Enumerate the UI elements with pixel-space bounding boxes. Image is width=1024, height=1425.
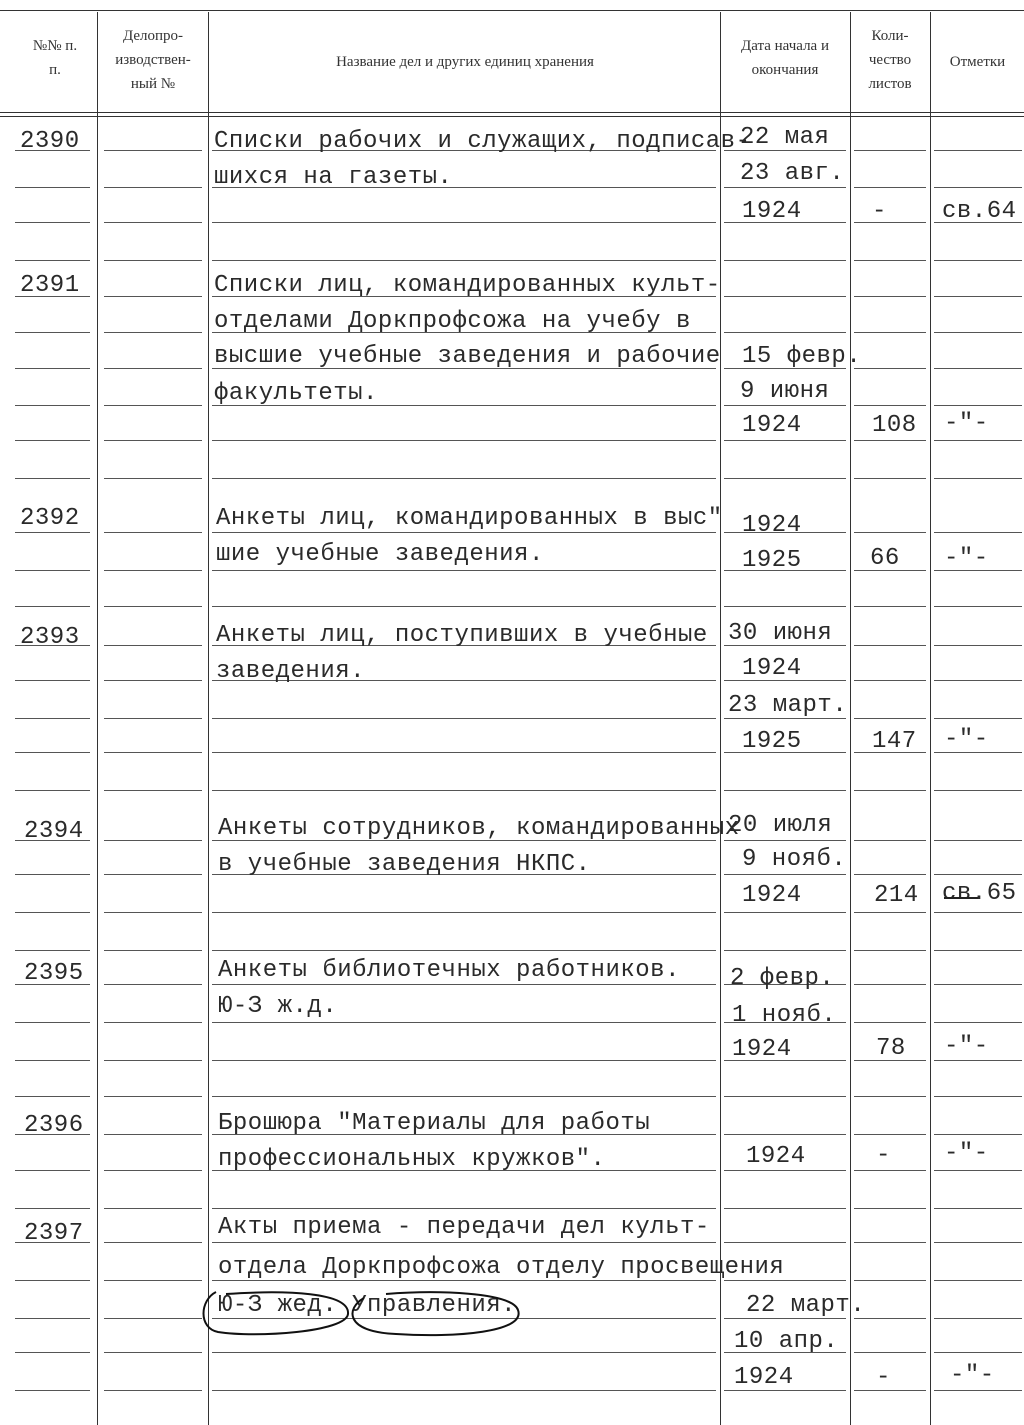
record-date: 22 март.: [746, 1292, 866, 1319]
ruled-line-segment: [854, 1242, 926, 1243]
ruled-line-segment: [934, 1208, 1022, 1209]
ruled-line-segment: [15, 222, 90, 223]
ruled-line-segment: [854, 478, 926, 479]
record-date: 9 июня: [740, 378, 830, 405]
column-divider: [930, 12, 931, 1425]
ruled-line-segment: [104, 680, 202, 681]
ruled-line-segment: [212, 260, 716, 261]
record-notes: -"-: [944, 410, 989, 437]
record-date: 1925: [742, 728, 802, 755]
ruled-line-segment: [934, 1280, 1022, 1281]
ruled-line-segment: [854, 405, 926, 406]
ruled-line-segment: [854, 368, 926, 369]
header-number: №№ п. п.: [32, 38, 78, 78]
ruled-line-segment: [854, 1352, 926, 1353]
ruled-line-segment: [104, 606, 202, 607]
ruled-line-segment: [934, 1352, 1022, 1353]
ruled-line-segment: [104, 1352, 202, 1353]
record-title-line: Списки рабочих и служащих, подписав-: [214, 128, 751, 155]
ruled-line-segment: [15, 405, 90, 406]
record-title-line: факультеты.: [214, 380, 378, 407]
ruled-line-segment: [104, 950, 202, 951]
ruled-line-segment: [104, 478, 202, 479]
record-title-line: профессиональных кружков".: [218, 1146, 606, 1173]
ruled-line-segment: [104, 1318, 202, 1319]
record-sheets: -: [872, 198, 887, 225]
ruled-line-segment: [854, 645, 926, 646]
ruled-line-segment: [15, 1318, 90, 1319]
record-number: 2390: [20, 128, 80, 155]
record-title-line: в учебные заведения НКПС.: [218, 851, 591, 878]
ruled-line-segment: [104, 790, 202, 791]
record-date: 1925: [742, 547, 802, 574]
circle-mark-left: [204, 1292, 349, 1334]
record-title-line: Анкеты лиц, поступивших в учебные: [216, 622, 708, 649]
ruled-line-segment: [15, 570, 90, 571]
ruled-line-segment: [15, 260, 90, 261]
ruled-line-segment: [15, 950, 90, 951]
record-sheets: 66: [870, 545, 900, 572]
record-notes: -"-: [944, 726, 989, 753]
ruled-line-segment: [724, 840, 846, 841]
ruled-line-segment: [934, 405, 1022, 406]
ruled-line-segment: [854, 1280, 926, 1281]
ruled-line-segment: [212, 1096, 716, 1097]
ruled-line-segment: [212, 718, 716, 719]
ruled-line-segment: [934, 1096, 1022, 1097]
handwritten-circle-annotation: [196, 1280, 536, 1340]
ruled-line-segment: [104, 187, 202, 188]
ruled-line-segment: [104, 1242, 202, 1243]
ruled-line-segment: [724, 478, 846, 479]
record-date: 1924: [746, 1143, 806, 1170]
ruled-line-segment: [104, 645, 202, 646]
ruled-line-segment: [934, 680, 1022, 681]
ruled-line-segment: [212, 1242, 716, 1243]
ruled-line-segment: [934, 984, 1022, 985]
record-sheets: 78: [876, 1035, 906, 1062]
ruled-line-segment: [724, 1208, 846, 1209]
header-dates: Дата начала и окончания: [741, 38, 829, 78]
ruled-line-segment: [854, 150, 926, 151]
ruled-line-segment: [724, 332, 846, 333]
ruled-line-segment: [15, 532, 90, 533]
ruled-line-segment: [212, 1022, 716, 1023]
record-notes: -"-: [944, 1033, 989, 1060]
record-number: 2391: [20, 272, 80, 299]
ruled-line-segment: [104, 1280, 202, 1281]
ruled-line-segment: [104, 332, 202, 333]
ruled-line-segment: [104, 296, 202, 297]
record-number: 2395: [24, 960, 84, 987]
header-title: Название дел и других единиц хранения: [336, 54, 594, 70]
record-date: 30 июня: [728, 620, 833, 647]
header-double-rule: [0, 116, 1024, 117]
ruled-line-segment: [104, 1208, 202, 1209]
ruled-line-segment: [854, 790, 926, 791]
ruled-line-segment: [15, 752, 90, 753]
record-sheets: 147: [872, 728, 917, 755]
ruled-line-segment: [212, 222, 716, 223]
ruled-line-segment: [854, 874, 926, 875]
ruled-line-segment: [934, 1060, 1022, 1061]
ruled-line-segment: [212, 1060, 716, 1061]
ruled-line-segment: [15, 912, 90, 913]
ruled-line-segment: [15, 332, 90, 333]
ruled-line-segment: [104, 1170, 202, 1171]
ruled-line-segment: [724, 440, 846, 441]
ruled-line-segment: [934, 606, 1022, 607]
ruled-line-segment: [15, 187, 90, 188]
record-date: 20 июля: [728, 812, 833, 839]
ruled-line-segment: [724, 260, 846, 261]
ruled-line-segment: [934, 368, 1022, 369]
record-number: 2394: [24, 818, 84, 845]
record-notes: св.64: [942, 198, 1017, 225]
record-date: 1924: [734, 1364, 794, 1391]
ruled-line-segment: [15, 1022, 90, 1023]
ruled-line-segment: [934, 150, 1022, 151]
record-date: 23 март.: [728, 692, 848, 719]
record-title-line: шихся на газеты.: [214, 164, 453, 191]
ruled-line-segment: [724, 912, 846, 913]
ruled-line-segment: [854, 187, 926, 188]
ruled-line-segment: [104, 718, 202, 719]
ruled-line-segment: [854, 1170, 926, 1171]
ruled-line-segment: [104, 532, 202, 533]
strike-mark: [944, 897, 978, 899]
record-title-line: отдела Доркпрофсожа отделу просвещения: [218, 1254, 785, 1281]
ruled-line-segment: [15, 1352, 90, 1353]
ruled-line-segment: [934, 478, 1022, 479]
ruled-line-segment: [724, 1242, 846, 1243]
ruled-line-segment: [724, 874, 846, 875]
ruled-line-segment: [15, 1060, 90, 1061]
record-title-line: Списки лиц, командированных культ-: [214, 272, 721, 299]
ruled-line-segment: [15, 1280, 90, 1281]
record-sheets: -: [876, 1142, 891, 1169]
ruled-line-segment: [934, 1390, 1022, 1391]
column-divider: [720, 12, 721, 1425]
ruled-line-segment: [854, 680, 926, 681]
ruled-line-segment: [104, 260, 202, 261]
record-notes: св.65: [942, 880, 1017, 907]
ruled-line-segment: [104, 840, 202, 841]
record-sheets: 108: [872, 412, 917, 439]
column-divider: [208, 12, 209, 1425]
ruled-line-segment: [854, 1208, 926, 1209]
record-date: 1 нояб.: [732, 1002, 837, 1029]
ruled-line-segment: [15, 1170, 90, 1171]
record-date: 1924: [742, 512, 802, 539]
header-sheets: Коли- чество листов: [868, 28, 912, 92]
ruled-line-segment: [104, 1096, 202, 1097]
ruled-line-segment: [934, 1134, 1022, 1135]
ruled-line-segment: [854, 440, 926, 441]
record-notes: -"-: [944, 545, 989, 572]
ruled-line-segment: [212, 950, 716, 951]
record-notes: -"-: [944, 1140, 989, 1167]
ruled-line-segment: [104, 912, 202, 913]
record-date: 23 авг.: [740, 160, 845, 187]
header-bottom-rule: [0, 112, 1024, 113]
ruled-line-segment: [104, 570, 202, 571]
record-date: 10 апр.: [734, 1328, 839, 1355]
record-title-line: шие учебные заведения.: [216, 541, 544, 568]
ruled-line-segment: [15, 1390, 90, 1391]
record-title-line: Анкеты сотрудников, командированных: [218, 815, 740, 842]
ruled-line-segment: [934, 260, 1022, 261]
ruled-line-segment: [212, 606, 716, 607]
ruled-line-segment: [15, 478, 90, 479]
ruled-line-segment: [15, 790, 90, 791]
record-title-line: отделами Доркпрофсожа на учебу в: [214, 308, 691, 335]
ruled-line-segment: [854, 1022, 926, 1023]
circle-mark-right: [352, 1292, 518, 1335]
ruled-line-segment: [104, 1134, 202, 1135]
ruled-line-segment: [212, 752, 716, 753]
ruled-line-segment: [104, 984, 202, 985]
record-title-line: Ю-З жед. Управления.: [218, 1292, 517, 1319]
header-office-number: Делопро- изводствен- ный №: [115, 28, 191, 92]
ruled-line-segment: [104, 440, 202, 441]
ruled-line-segment: [212, 1352, 716, 1353]
ruled-line-segment: [212, 478, 716, 479]
ruled-line-segment: [724, 296, 846, 297]
record-number: 2392: [20, 505, 80, 532]
ruled-line-segment: [854, 984, 926, 985]
ruled-line-segment: [212, 440, 716, 441]
ruled-line-segment: [212, 570, 716, 571]
ruled-line-segment: [212, 532, 716, 533]
ruled-line-segment: [934, 332, 1022, 333]
ruled-line-segment: [934, 1022, 1022, 1023]
ruled-line-segment: [104, 405, 202, 406]
ruled-line-segment: [854, 332, 926, 333]
ruled-line-segment: [934, 532, 1022, 533]
ruled-line-segment: [934, 840, 1022, 841]
ruled-line-segment: [854, 950, 926, 951]
ruled-line-segment: [724, 187, 846, 188]
record-number: 2396: [24, 1112, 84, 1139]
ruled-line-segment: [934, 440, 1022, 441]
ruled-line-segment: [854, 912, 926, 913]
record-sheets: 214: [874, 882, 919, 909]
ruled-line-segment: [15, 874, 90, 875]
ruled-line-segment: [854, 296, 926, 297]
ruled-line-segment: [724, 790, 846, 791]
ruled-line-segment: [854, 260, 926, 261]
ruled-line-segment: [854, 532, 926, 533]
ruled-line-segment: [854, 1096, 926, 1097]
record-number: 2397: [24, 1220, 84, 1247]
ruled-line-segment: [934, 790, 1022, 791]
ruled-line-segment: [104, 1022, 202, 1023]
record-title-line: высшие учебные заведения и рабочие: [214, 343, 721, 370]
record-notes: -"-: [950, 1362, 995, 1389]
ruled-line-segment: [104, 222, 202, 223]
ruled-line-segment: [854, 1134, 926, 1135]
header-notes: Отметки: [949, 54, 1006, 70]
ruled-line-segment: [15, 680, 90, 681]
ruled-line-segment: [854, 840, 926, 841]
record-title-line: Анкеты лиц, командированных в выс": [216, 505, 723, 532]
ruled-line-segment: [854, 222, 926, 223]
record-date: 15 февр.: [742, 343, 862, 370]
ruled-line-segment: [15, 718, 90, 719]
ruled-line-segment: [15, 1208, 90, 1209]
ruled-line-segment: [724, 405, 846, 406]
ruled-line-segment: [15, 368, 90, 369]
ruled-line-segment: [15, 1096, 90, 1097]
ruled-line-segment: [934, 950, 1022, 951]
ruled-line-segment: [854, 718, 926, 719]
ruled-line-segment: [724, 606, 846, 607]
ruled-line-segment: [104, 150, 202, 151]
ruled-line-segment: [724, 950, 846, 951]
ruled-line-segment: [934, 912, 1022, 913]
ruled-line-segment: [212, 1390, 716, 1391]
record-date: 1924: [742, 412, 802, 439]
ruled-line-segment: [934, 874, 1022, 875]
record-sheets: -: [876, 1364, 891, 1391]
ruled-line-segment: [212, 984, 716, 985]
ruled-line-segment: [15, 440, 90, 441]
ruled-line-segment: [934, 1242, 1022, 1243]
ruled-line-segment: [934, 645, 1022, 646]
ruled-line-segment: [104, 1060, 202, 1061]
record-number: 2393: [20, 624, 80, 651]
record-date: 2 февр.: [730, 965, 835, 992]
record-date: 1924: [732, 1036, 792, 1063]
ruled-line-segment: [934, 296, 1022, 297]
column-divider: [97, 12, 98, 1425]
ruled-line-segment: [934, 1318, 1022, 1319]
record-title-line: Анкеты библиотечных работников.: [218, 957, 680, 984]
ruled-line-segment: [15, 606, 90, 607]
ruled-line-segment: [104, 752, 202, 753]
ruled-line-segment: [104, 368, 202, 369]
record-date: 1924: [742, 198, 802, 225]
record-date: 1924: [742, 882, 802, 909]
record-title-line: Ю-З ж.д.: [218, 993, 338, 1020]
ruled-line-segment: [104, 1390, 202, 1391]
ruled-line-segment: [724, 1134, 846, 1135]
record-title-line: заведения.: [216, 658, 366, 685]
ruled-line-segment: [212, 912, 716, 913]
record-title-line: Акты приема - передачи дел культ-: [218, 1214, 710, 1241]
ruled-line-segment: [724, 1096, 846, 1097]
header-top-rule: [0, 10, 1024, 11]
ruled-line-segment: [212, 790, 716, 791]
ruled-line-segment: [104, 874, 202, 875]
ruled-line-segment: [854, 606, 926, 607]
record-date: 9 нояб.: [742, 846, 847, 873]
record-date: 22 мая: [740, 124, 830, 151]
ruled-line-segment: [212, 1208, 716, 1209]
ruled-line-segment: [934, 1170, 1022, 1171]
record-title-line: Брошюра "Материалы для работы: [218, 1110, 651, 1137]
ruled-line-segment: [934, 187, 1022, 188]
record-date: 1924: [742, 655, 802, 682]
ruled-line-segment: [934, 718, 1022, 719]
ruled-line-segment: [724, 1170, 846, 1171]
column-divider: [850, 12, 851, 1425]
